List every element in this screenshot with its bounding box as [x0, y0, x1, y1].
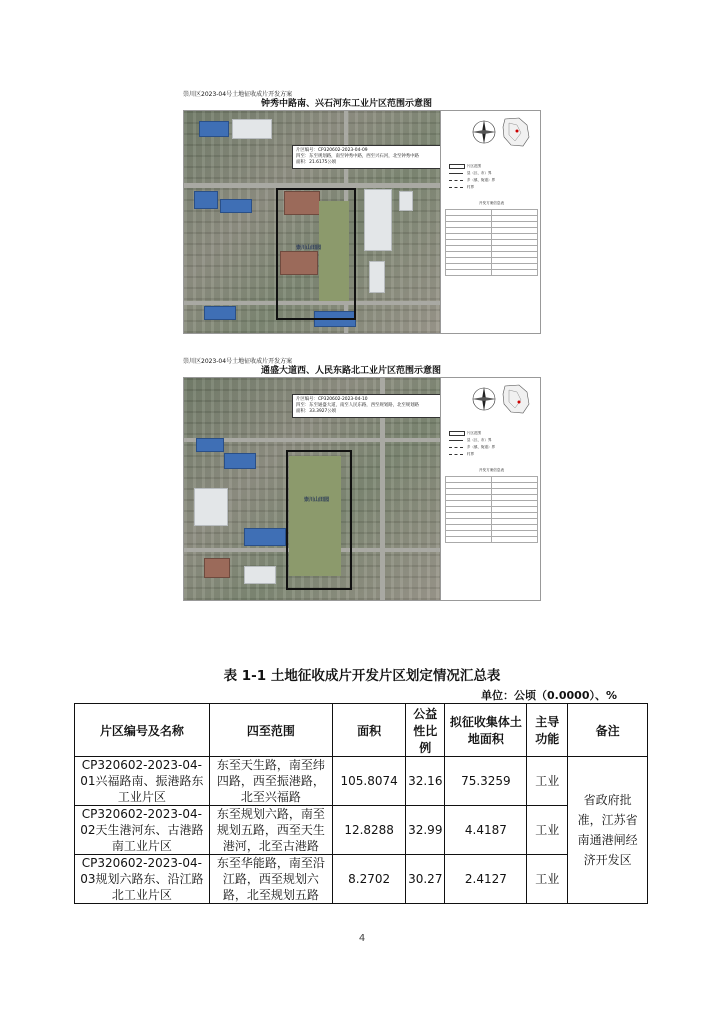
- place-label: 崇川山田园: [304, 497, 330, 503]
- function-cell: 工业: [527, 757, 568, 806]
- table-header-cell: 备注: [568, 704, 648, 757]
- parcel-name-cell: CP320602-2023-04-03规划六路东、沿江路北工业片区: [75, 855, 210, 904]
- function-cell: 工业: [527, 806, 568, 855]
- area-cell: 105.8074: [333, 757, 406, 806]
- table-header-row: [75, 704, 648, 757]
- table-header-cell: 面积: [333, 704, 406, 757]
- location-map-icon: [499, 115, 533, 149]
- ratio-cell: 32.99: [406, 806, 445, 855]
- compass-rose-icon: [471, 386, 497, 412]
- table-header-cell: 公益性比例: [406, 704, 445, 757]
- info-table-title: 开发方案信息表: [478, 468, 505, 472]
- bounds-cell: 东至规划六路，南至规划五路，西至天生港河，北至古港路: [209, 806, 333, 855]
- area-cell: 12.8288: [333, 806, 406, 855]
- collective-area-cell: 75.3259: [445, 757, 527, 806]
- parcel-boundary: [276, 188, 356, 320]
- parcel-name-cell: CP320602-2023-04-02天生港河东、古港路南工业片区: [75, 806, 210, 855]
- map-caption: 崇川区2023-04号土地征收成片开发方案: [183, 91, 293, 98]
- info-table: [445, 476, 538, 543]
- table-header-cell: 主导功能: [527, 704, 568, 757]
- map-legend: 片区范围 县（区、市）界 乡（镇、街道）界 村界: [445, 163, 538, 191]
- location-map-icon: [499, 382, 533, 416]
- info-table-title: 开发方案信息表: [478, 201, 505, 205]
- table-header-cell: 片区编号及名称: [75, 704, 210, 757]
- map-title: 通盛大道西、人民东路北工业片区范围示意图: [261, 366, 442, 376]
- page-number: 4: [358, 933, 366, 944]
- function-cell: 工业: [527, 855, 568, 904]
- aerial-image: [184, 111, 440, 333]
- map-callout: 片区编号：CP320602-2023-04-10 四至：东至通盛大道，南至人民东路，西至规划路，北至规划路 面积：33.3927公顷: [292, 394, 448, 418]
- table-row: [75, 855, 648, 904]
- compass-rose-icon: [471, 119, 497, 145]
- bounds-cell: 东至华能路，南至沿江路，西至规划六路，北至规划五路: [209, 855, 333, 904]
- summary-table: [74, 703, 648, 904]
- map-caption: 崇川区2023-04号土地征收成片开发方案: [183, 358, 293, 365]
- parcel-name-cell: CP320602-2023-04-01兴福路南、振港路东工业片区: [75, 757, 210, 806]
- ratio-cell: 30.27: [406, 855, 445, 904]
- ratio-cell: 32.16: [406, 757, 445, 806]
- place-label: 崇川山田园: [296, 245, 322, 251]
- map-legend: 片区范围 县（区、市）界 乡（镇、街道）界 村界: [445, 430, 538, 458]
- aerial-image: [184, 378, 440, 600]
- map-frame: [183, 110, 541, 334]
- collective-area-cell: 2.4127: [445, 855, 527, 904]
- map-frame: [183, 377, 541, 601]
- table-header-cell: 四至范围: [209, 704, 333, 757]
- map-sidebar: [440, 111, 541, 333]
- table-title: 表 1-1 土地征收成片开发片区划定情况汇总表: [223, 668, 501, 684]
- area-cell: 8.2702: [333, 855, 406, 904]
- table-row: [75, 806, 648, 855]
- map-figure-1: [183, 91, 541, 334]
- table-header-cell: 拟征收集体土地面积: [445, 704, 527, 757]
- table-row: [75, 757, 648, 806]
- map-figure-2: [183, 358, 541, 601]
- map-callout: 片区编号：CP320602-2023-04-09 四至：东至规划路，南至钟秀中路，西至兴石河，北至钟秀中路 面积：21.6175公顷: [292, 145, 448, 169]
- info-table: [445, 209, 538, 276]
- collective-area-cell: 4.4187: [445, 806, 527, 855]
- parcel-boundary: [286, 450, 352, 590]
- remark-cell: 省政府批准，江苏省南通港闸经济开发区: [568, 757, 648, 904]
- table-unit: 单位：公顷（0.0000）、%: [481, 689, 617, 702]
- bounds-cell: 东至天生路，南至纬四路，西至振港路，北至兴福路: [209, 757, 333, 806]
- map-sidebar: [440, 378, 541, 600]
- map-title: 钟秀中路南、兴石河东工业片区范围示意图: [261, 99, 433, 109]
